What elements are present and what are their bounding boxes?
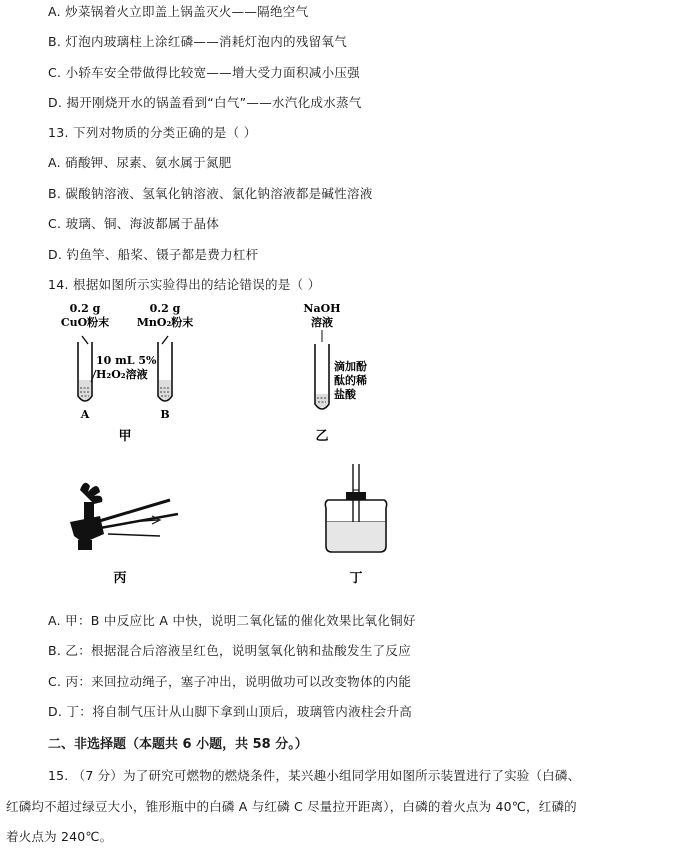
- jia-tube-a-mass: 0.2 g: [69, 302, 101, 315]
- jia-label-a: A: [80, 408, 90, 421]
- yi-side-line-2: 酞的稀: [334, 374, 367, 387]
- jia-tube-b-powder: MnO₂粉末: [136, 316, 194, 329]
- option-13a: A. 硝酸钾、尿素、氨水属于氮肥: [48, 155, 232, 170]
- yi-reagent-form: 溶液: [311, 316, 333, 329]
- option-12d: D. 揭开刚烧开水的锅盖看到“白气”——水汽化成水蒸气: [48, 95, 362, 110]
- question-15-line-3: 着火点为 240℃。: [6, 829, 113, 844]
- option-14a: A. 甲：B 中反应比 A 中快，说明二氧化锰的催化效果比氧化铜好: [48, 613, 416, 628]
- figure-jia: [40, 300, 240, 450]
- question-14-stem: 14. 根据如图所示实验得出的结论错误的是（ ）: [48, 277, 321, 292]
- figure-yi: [290, 300, 410, 450]
- option-14b: B. 乙：根据混合后溶液呈红色，说明氢氧化钠和盐酸发生了反应: [48, 643, 412, 658]
- figure-bing: [60, 470, 200, 590]
- test-tube-b: [158, 336, 172, 401]
- option-12a: A. 炒菜锅着火立即盖上锅盖灭火——隔绝空气: [48, 4, 309, 19]
- option-13b: B. 碳酸钠溶液、氢氧化钠溶液、氯化钠溶液都是碱性溶液: [48, 186, 373, 201]
- question-13-stem: 13. 下列对物质的分类正确的是（ ）: [48, 125, 257, 140]
- jia-tube-b-mass: 0.2 g: [149, 302, 181, 315]
- yi-side-line-3: 盐酸: [334, 388, 356, 401]
- jia-solution-volume: 10 mL 5%: [96, 354, 157, 367]
- option-14d: D. 丁：将自制气压计从山脚下拿到山顶后，玻璃管内液柱会升高: [48, 704, 413, 719]
- rope-pulling-apparatus: [70, 483, 178, 550]
- test-tube-a: [78, 336, 92, 401]
- homemade-barometer: [325, 464, 386, 552]
- ding-caption: 丁: [349, 571, 363, 586]
- question-15-line-1: 15. （7 分）为了研究可燃物的燃烧条件，某兴趣小组同学用如图所示装置进行了实验（白磷、: [48, 768, 581, 783]
- question-15-line-2: 红磷均不超过绿豆大小，锥形瓶中的白磷 A 与红磷 C 尽量拉开距离），白磷的着火点为 40℃，红磷的: [6, 799, 577, 814]
- test-tube-yi: [315, 344, 329, 409]
- yi-side-line-1: 滴加酚: [334, 360, 367, 373]
- bing-caption: 丙: [113, 571, 127, 586]
- option-12b: B. 灯泡内玻璃柱上涂红磷——消耗灯泡内的残留氧气: [48, 34, 348, 49]
- yi-caption: 乙: [315, 429, 329, 444]
- jia-label-b: B: [160, 408, 170, 421]
- yi-reagent-name: NaOH: [303, 302, 341, 315]
- jia-tube-a-powder: CuO粉末: [60, 316, 110, 329]
- jia-caption: 甲: [118, 429, 132, 444]
- jia-solution-name: H₂O₂溶液: [96, 368, 148, 381]
- option-12c: C. 小轿车安全带做得比较宽——增大受力面积减小压强: [48, 65, 360, 80]
- option-13d: D. 钓鱼竿、船桨、镊子都是费力杠杆: [48, 247, 259, 262]
- option-13c: C. 玻璃、铜、海波都属于晶体: [48, 216, 220, 231]
- section-2-heading: 二、非选择题（本题共 6 小题，共 58 分。）: [48, 737, 308, 752]
- figure-ding: [310, 460, 400, 590]
- option-14c: C. 丙：来回拉动绳子，塞子冲出，说明做功可以改变物体的内能: [48, 674, 412, 689]
